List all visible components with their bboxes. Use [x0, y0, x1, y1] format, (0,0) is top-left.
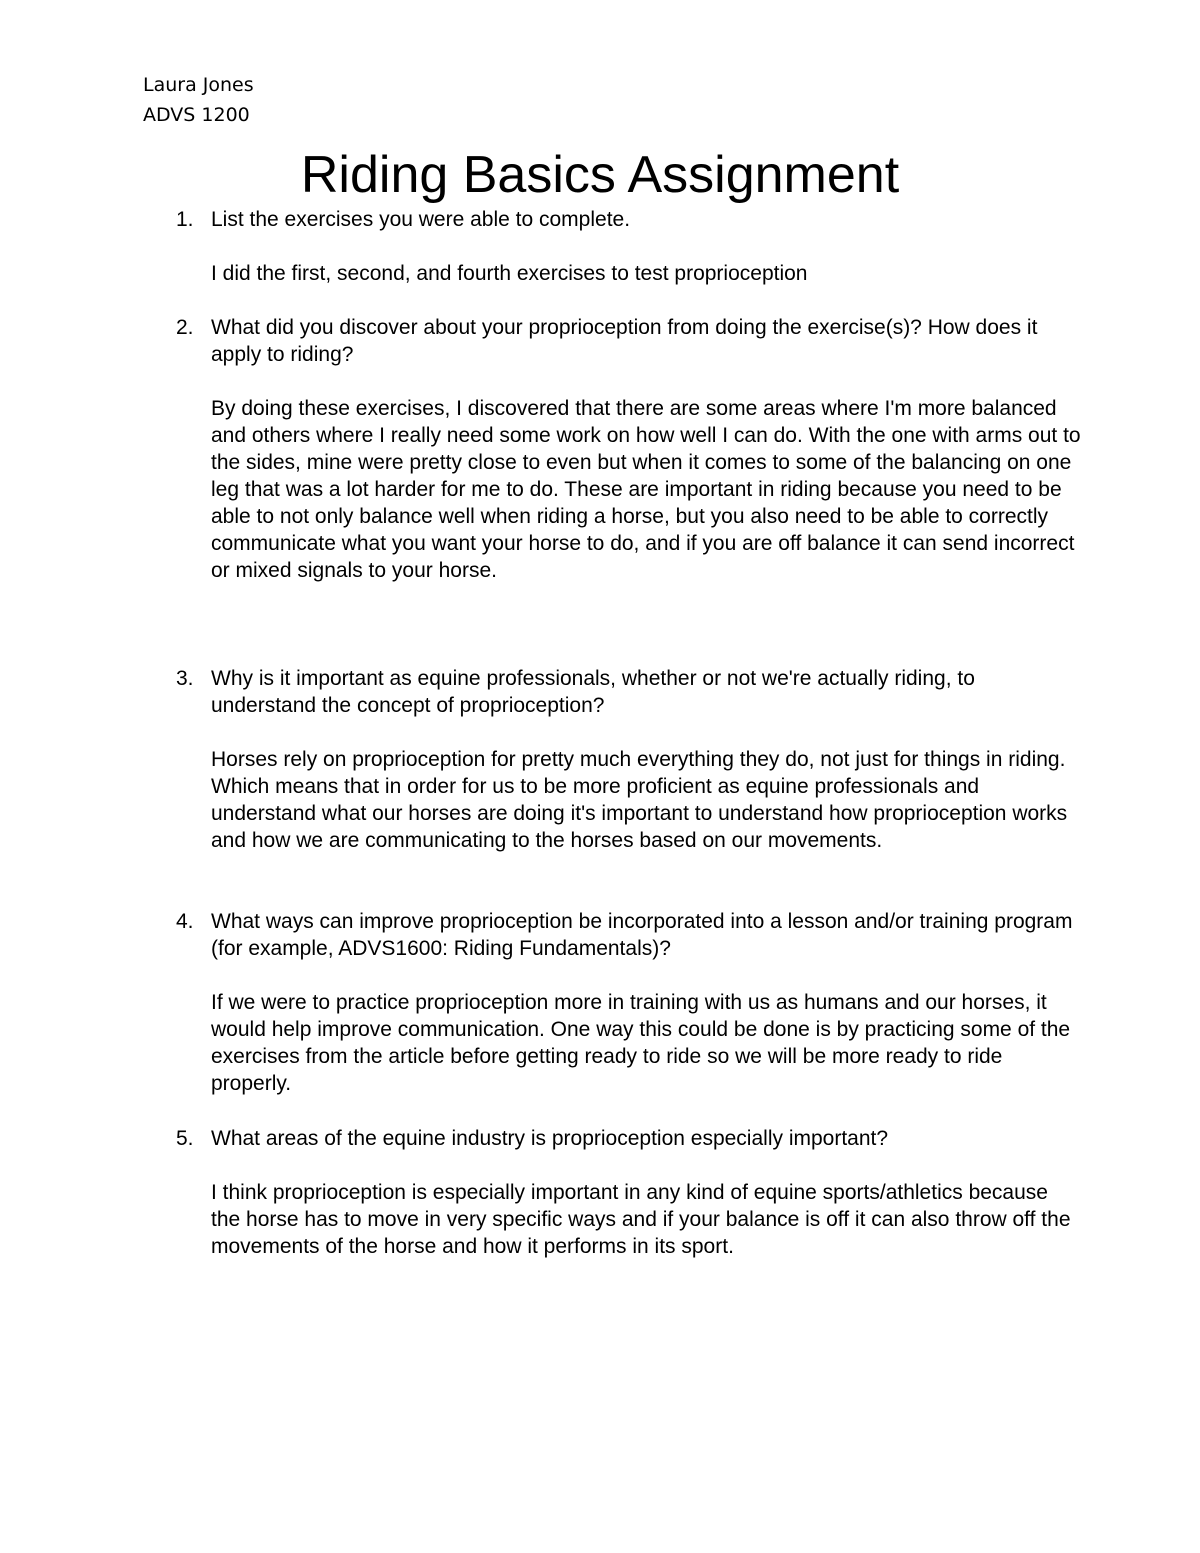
- question-number: 4.: [176, 910, 194, 933]
- document-title: Riding Basics Assignment: [300, 146, 900, 204]
- answer-text: Horses rely on proprioception for pretty much everything they do, not just for things in riding. Which means that in order for us to be more proficient as equine professionals and understand what our horses are doing it's important to understand how proprioception works and how we are communicating to the horses based on our movements.: [211, 748, 1068, 852]
- question-text: What areas of the equine industry is proprioception especially important?: [211, 1127, 889, 1150]
- question-number: 3.: [176, 667, 194, 690]
- question-number: 5.: [176, 1127, 194, 1150]
- question-number: 2.: [176, 316, 194, 339]
- question-text: What ways can improve proprioception be incorporated into a lesson and/or training program (for example, ADVS1600: Riding Fundamentals)?: [211, 910, 1073, 960]
- question-text: What did you discover about your proprioception from doing the exercise(s)? How does it apply to riding?: [211, 316, 1038, 366]
- question-text: Why is it important as equine professionals, whether or not we're actually riding, to understand the concept of proprioception?: [211, 667, 975, 717]
- answer-text: By doing these exercises, I discovered that there are some areas where I'm more balanced and others where I really need some work on how well I can do. With the one with arms out to the sides, mine were pretty close to even but when it comes to some of the balancing on one leg that was a lot harder for me to do. These are important in riding because you need to be able to not only balance well when riding a horse, but you also need to be able to correctly communicate what you want your horse to do, and if you are off balance it can send incorrect or mixed signals to your horse.: [211, 397, 1081, 582]
- answer-text: I did the first, second, and fourth exercises to test proprioception: [211, 262, 808, 285]
- course-code: ADVS 1200: [143, 104, 250, 126]
- answer-text: If we were to practice proprioception more in training with us as humans and our horses, it would help improve communication. One way this could be done is by practicing some of the exercises from the article before getting ready to ride so we will be more ready to ride properly.: [211, 991, 1071, 1095]
- question-text: List the exercises you were able to complete.: [211, 208, 631, 231]
- student-name: Laura Jones: [143, 74, 254, 96]
- answer-text: I think proprioception is especially important in any kind of equine sports/athletics because the horse has to move in very specific ways and if your balance is off it can also throw off the movements of the horse and how it performs in its sport.: [211, 1181, 1071, 1258]
- question-number: 1.: [176, 208, 194, 231]
